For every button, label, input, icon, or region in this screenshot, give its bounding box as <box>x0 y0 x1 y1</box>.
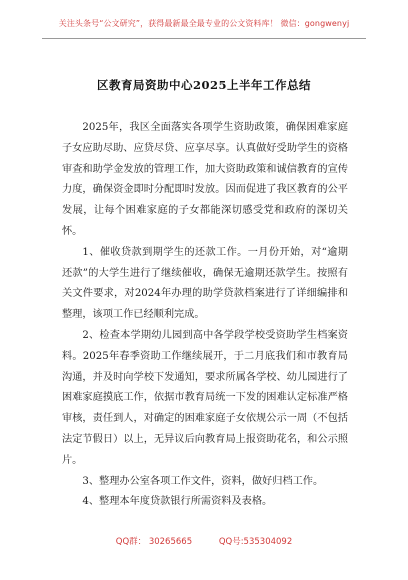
footer-qq-number: QQ号:535304092 <box>218 537 293 547</box>
paragraph-item-1: 1、催收贷款到期学生的还款工作。一月份开始，对“逾期还款”的大学生进行了继续催收，确保无逾期还款学生。按照有关文件要求，对2024年办理的助学贷款档案进行了详细编排和整理，该项工作已经顺利完成。 <box>62 246 348 321</box>
footer-contact <box>0 535 408 547</box>
header-promo-note: 关注头条号“公文研究”，获得最新最全最专业的公文资料库！ 微信：gongwenyj <box>58 19 350 28</box>
paragraph-item-2: 2、检查本学期幼儿园到高中各学段学校受资助学生档案资料。2025年春季资助工作继续展开，于二月底我们和市教育局沟通，并及时向学校下发通知，要求所属各学校、幼儿园进行了困难家庭摸底工作，依据市教育局统一下发的困难认定标准严格审核，责任到人，对确定的困难家庭子女依规公示一周（不包括法定节假日）以上，无异议后向教育局上报资助花名，和公示照片。 <box>62 329 348 466</box>
paragraph-item-4: 4、整理本年度贷款银行所需资料及表格。 <box>82 496 273 508</box>
footer-qq-group: QQ群： 30265665 <box>115 537 193 547</box>
paragraph-intro: 2025年，我区全面落实各项学生资助政策，确保困难家庭子女应助尽助、应贷尽贷、应享尽享。认真做好受助学生的资格审查和助学金发放的管理工作，加大资助政策和诚信教育的宣传力度，确保资金即时分配即时发放。因而促进了我区教育的公平发展，让每个困难家庭的子女都能深切感受党和政府的深切关怀。 <box>62 122 348 237</box>
document-title: 区教育局资助中心2025上半年工作总结 <box>96 78 311 92</box>
paragraph-item-3: 3、整理办公室各项工作文件，资料，做好归档工作。 <box>82 475 324 487</box>
header-divider <box>42 38 366 39</box>
document-body <box>62 118 348 513</box>
